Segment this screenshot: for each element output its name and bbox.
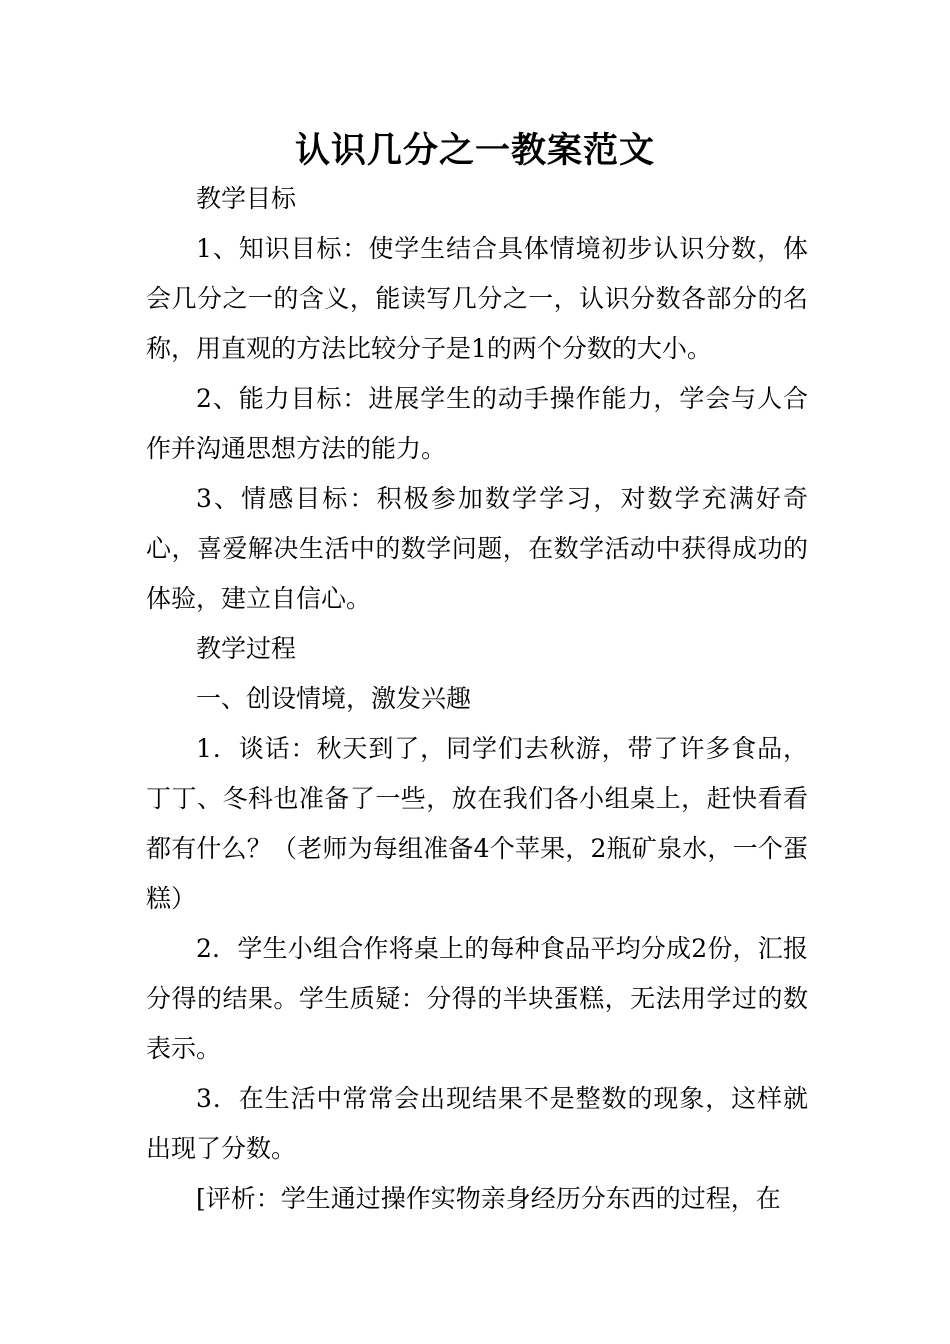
paragraph-step-3: 3．在生活中常常会出现结果不是整数的现象，这样就出现了分数。: [146, 1084, 808, 1163]
paragraph-emotion-goal: 3、情感目标：积极参加数学学习，对数学充满好奇心，喜爱解决生活中的数学问题，在数学活动中获得成功的体验，建立自信心。: [146, 484, 808, 613]
paragraph-commentary: [评析：学生通过操作实物亲身经历分东西的过程，在: [196, 1184, 781, 1213]
document-title: 认识几分之一教案范文: [294, 131, 655, 171]
paragraph-step-2: 2．学生小组合作将桌上的每种食品平均分成2份，汇报分得的结果。学生质疑：分得的半块蛋糕，无法用学过的数表示。: [146, 934, 808, 1063]
paragraph-ability-goal: 2、能力目标：进展学生的动手操作能力，学会与人合作并沟通思想方法的能力。: [146, 384, 808, 463]
section-heading-teaching-goals: 教学目标: [196, 184, 297, 213]
paragraph-knowledge-goal: 1、知识目标：使学生结合具体情境初步认识分数，体会几分之一的含义，能读写几分之一，认识分数各部分的名称，用直观的方法比较分子是1的两个分数的大小。: [146, 234, 808, 363]
document-body: [146, 174, 808, 1224]
subheading-create-situation: 一、创设情境，激发兴趣: [196, 684, 472, 713]
paragraph-step-1: 1．谈话：秋天到了，同学们去秋游，带了许多食品，丁丁、冬科也准备了一些，放在我们各小组桌上，赶快看看都有什么？（老师为每组准备4个苹果，2瓶矿泉水，一个蛋糕）: [146, 734, 808, 913]
section-heading-teaching-process: 教学过程: [196, 634, 297, 663]
